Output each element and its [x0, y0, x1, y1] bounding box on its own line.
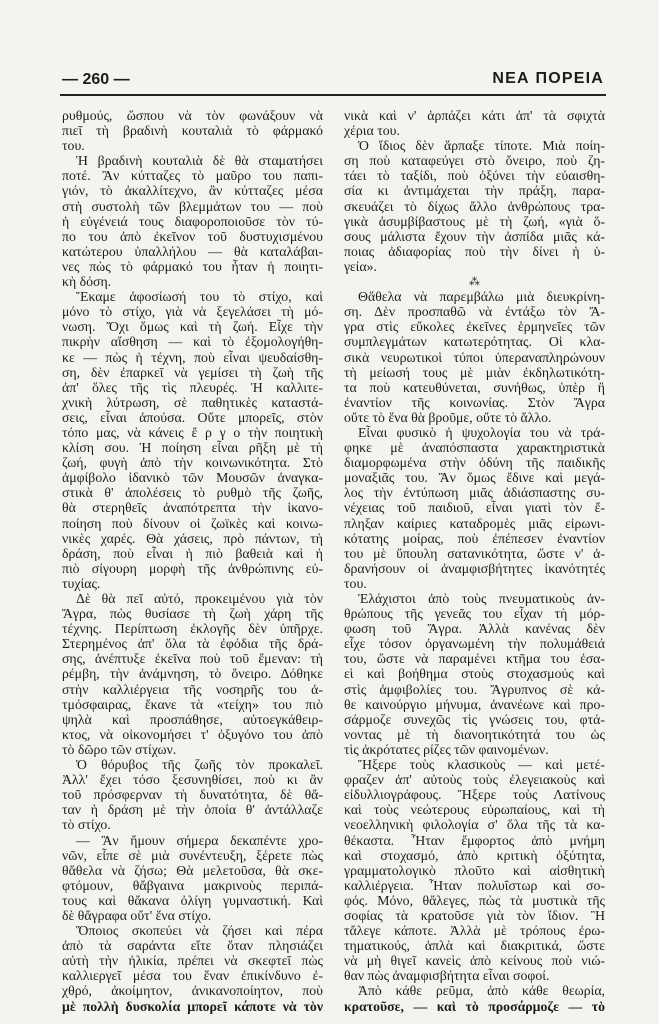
- text-line: πληξαν καίριες καταδρομὲς μιᾶς εἰρωνι-: [344, 515, 605, 531]
- text-line: χθρό, ἀκοίμητον, ἀνικανοποίητον, ποὺ: [62, 983, 323, 999]
- paragraph: [344, 591, 605, 757]
- text-line: φός. Μόνο, θἄλεγες, πὼς τὰ μυστικὰ τῆς: [344, 892, 605, 908]
- text-line: τὸ δῶρο τῶν στίχων.: [62, 741, 177, 757]
- text-line: Ἡ βραδινὴ κουταλιὰ δὲ θὰ σταματήσει: [76, 153, 323, 169]
- text-line: φωση τοῦ Ἄγρα. Ἀλλὰ κανένας δὲν: [344, 621, 605, 637]
- text-line: του, ὥστε νὰ παραμένει κτῆμα του ἐσα-: [344, 651, 605, 667]
- text-line: τοῦ πρόσφερναν τὴ δυνατότητα, δὲ θἄ-: [62, 787, 323, 803]
- text-line: γιόν, τὸ ἀκαλλίτεχνο, ἂν κύτταζες μέσα: [62, 183, 323, 199]
- text-line: τα ποὺ κατευθύνεται, συνήθως, ὑπὲρ ἢ: [344, 379, 605, 395]
- text-line: σεις, εἶναι ἀπούσα. Οὔτε μπορεῖς, στὸν: [62, 409, 323, 425]
- text-line: Δὲ θὰ πεῖ αὐτό, προκειμένου γιὰ τὸν: [76, 591, 323, 606]
- text-line: Ἄγρα, πὼς θυσίασε τὴ ζωὴ χάρη τῆς: [62, 606, 323, 622]
- text-line: τους καὶ θἄκανα ὀλίγη γυμναστική. Καὶ: [62, 892, 323, 908]
- text-line: θὰ στερηθεῖς ἀναπότρεπτα τὴν ἱκανο-: [62, 500, 323, 516]
- text-line: κε — πὼς ἡ τέχνη, ποὺ εἶναι ψευδαίσθη-: [62, 349, 323, 365]
- paragraph: [62, 108, 323, 153]
- paragraph: [344, 425, 605, 591]
- text-line: θε καινούργιο μήνυμα, ἀνανέωνε καὶ προ-: [344, 696, 605, 712]
- text-line: θαν πὼς ἀναμφισβήτητα εἶναι σοφοί.: [344, 968, 550, 984]
- text-line: ρέμβη, τὴν ἀνάμνηση, τὸ ὄνειρο. Δόθηκε: [62, 666, 323, 682]
- text-line: ἀμφίβολο ἰδανικὸ τῶν Μουσῶν ἀναγκα-: [62, 470, 323, 486]
- text-line: σικὰ νευρωτικοὶ τύποι ὑπεραναπληρώνουν: [344, 349, 605, 365]
- text-line: μὲ πολλὴ δυσκολία μπορεῖ κάποτε νὰ τὸν: [62, 998, 323, 1014]
- text-line: σκευάζει τὸ δίχως ἄλλο ἀνθρώπους τρα-: [344, 198, 605, 214]
- text-line: Θἄθελα νὰ παρεμβάλω μιὰ διευκρίνη-: [358, 289, 605, 305]
- text-line: Ἀλλ' ἔχει τόσο ξεσυνηθίσει, ποὺ κι ἂν: [62, 772, 323, 788]
- text-line: Στερημένος ἀπ' ὅλα τὰ ἐφόδια τῆς δρά-: [62, 636, 323, 652]
- text-line: — Ἂν ἤμουν σήμερα δεκαπέντε χρο-: [76, 832, 323, 848]
- text-line: τὶς ἀκρότατες ρίζες τῶν φαινομένων.: [344, 741, 549, 757]
- text-line: σης, ἀνέπτυξε ἐκεῖνα ποὺ τοῦ ἔμεναν: τὴ: [62, 651, 323, 667]
- text-line: γρα στὶς εὔκολες ἐκεῖνες ἑρμηνεῖες τῶν: [344, 319, 605, 335]
- text-line: Ὁ θόρυβος τῆς ζωῆς τὸν προκαλεῖ.: [76, 757, 323, 773]
- page-number: — 260 —: [62, 71, 130, 88]
- text-line: νῶν, εἶπε σὲ μιὰ συνέντευξη, ξέρετε πὼς: [62, 847, 323, 863]
- text-line: Εἶναι φυσικὸ ἡ ψυχολογία του νὰ τρά-: [358, 424, 605, 440]
- text-line: στὴ συστολὴ τῶν βλεμμάτων του — ποὺ: [62, 198, 323, 214]
- text-line: κότατης μοίρας, ποὺ ἐπέπεσεν ἐναντίον: [344, 530, 605, 546]
- text-line: νικὰ καὶ ν' ἁρπάζει κάτι ἀπ' τὰ σφιχτὰ: [344, 108, 605, 123]
- text-line: κρατοῦσε, — καὶ τὸ προσάρμοζε — τὸ: [344, 998, 605, 1014]
- text-line: μοναξιᾶς του. Ἂν ὅμως ἔδινε καὶ μεγά-: [344, 470, 605, 486]
- text-line: νέχειας τοῦ παιδιοῦ, εἶναι γιατὶ τὸν ἔ-: [344, 500, 605, 516]
- paragraph: [62, 591, 323, 757]
- text-line: χνικὴ λύτρωση, σὲ παθητικὲς καταστά-: [62, 394, 323, 410]
- text-line: ση ποὺ καταφεύγει στὸ ὄνειρο, ποὺ ζη-: [344, 153, 605, 169]
- text-line: δρανήσουν οἱ ἀναμφισβήτητες ἱκανότητές: [344, 560, 605, 576]
- text-line: τέχνης. Περίπτωση ἐκλογῆς δὲν ὑπῆρχε.: [62, 621, 323, 637]
- text-line: γραμματολογικὸ πλοῦτο καὶ αἰσθητικὴ: [344, 862, 605, 878]
- paragraph: [62, 833, 323, 924]
- text-line: εἰδυλλιογράφους. Ἤξερε τοὺς Λατίνους: [344, 787, 605, 803]
- text-line: Ἤξερε τοὺς κλασικοὺς — καὶ μετέ-: [358, 757, 605, 773]
- text-line: σία κι ἀντιμάχεται τὴν πράξη, παρα-: [344, 183, 605, 199]
- text-line: ποτέ. Ἂν κύτταζες τὸ μαῦρο του παπι-: [62, 168, 323, 184]
- section-break-ornament: ⁂: [469, 275, 480, 289]
- text-line: Ἀπὸ κάθε ρεῦμα, ἀπὸ κάθε θεωρία,: [358, 983, 605, 999]
- text-line: φραζεν ἀπ' αὐτοὺς τοὺς ἐλεγειακοὺς καὶ: [344, 772, 605, 788]
- text-line: τἄλεγε κάποτε. Ἀλλὰ μὲ τρόπους ἐρω-: [344, 923, 605, 939]
- text-line: ζωή, φυγὴ ἀπὸ τὴν κοινωνικότητα. Στὸ: [62, 455, 323, 471]
- text-line: λος τὴν ἐντύπωση μιᾶς ἀδιάσπαστης συ-: [344, 485, 605, 501]
- text-line: τμόσφαιρας, ἔκανε τὰ «τείχη» του πιὸ: [62, 696, 323, 712]
- text-line: ρυθμούς, ὥσπου νὰ τὸν φωνάξουν νὰ: [62, 108, 323, 123]
- text-line: θρώπους τῆς γενεᾶς του εἶχαν τὴ μόρ-: [344, 606, 605, 622]
- text-line: οὔτε τὸ ἕνα θὰ βροῦμε, οὔτε τὸ ἄλλο.: [344, 409, 552, 425]
- text-line: Ὁ ἴδιος δὲν ἅρπαξε τίποτε. Μιὰ ποίη-: [358, 138, 605, 154]
- paragraph: [344, 983, 605, 1013]
- paragraph: [344, 289, 605, 425]
- text-line: νεοελληνικὴ φιλολογία σ' ὅλα τῆς τὰ κα-: [344, 817, 605, 833]
- text-line: πιὸ σίγουρη μορφὴ τῆς ἀνθρώπινης εὐ-: [62, 560, 323, 576]
- text-line: νωση. Ὄχι ὅμως καὶ τὴ ζωή. Εἶχε τὴν: [62, 319, 323, 335]
- text-line: στικὰ θ' ἀπολέσεις τὸ ρυθμὸ τῆς ζωῆς,: [62, 485, 323, 501]
- text-line: νες πὼς τὸ φάρμακό του ἦταν ἡ ποιητι-: [62, 258, 323, 274]
- text-line: τόπο μας, νὰ κάνεις ἔ ρ γ ο τὴν ποιητικὴ: [62, 424, 323, 440]
- text-line: ἐναντίον τῆς κοινωνίας. Στὸν Ἄγρα: [344, 394, 605, 410]
- paragraph: [62, 923, 323, 1014]
- text-line: γικὰ ἀσυμβίβαστους μὲ τὴ ζωή, «γιὰ ὅ-: [344, 213, 605, 229]
- text-line: κατώτερου ὑπαλλήλου — θὰ καταλάβαι-: [62, 243, 323, 259]
- text-line: συμπλεγμάτων κατωτερότητας. Οἱ κλα-: [344, 334, 605, 350]
- text-line: ἡ εὐγένειά τους διαφοροποιοῦσε τὸν τύ-: [62, 213, 323, 229]
- text-line: σοφίας τὰ κρατοῦσε γιὰ τὸν ἴδιον. Ἢ: [344, 907, 605, 923]
- text-line: τυχίας.: [62, 575, 101, 591]
- text-line: πικρὴν αἴσθηση — καὶ τὸ ἐξομολογήθη-: [62, 334, 323, 350]
- text-line: ποιας ἀδιαφορίας ποὺ τὴν δίνει ἡ ὑ-: [344, 243, 605, 259]
- text-line: αὐτὴ τὴν ἡλικία, πρέπει νὰ σκεφτεῖ πὼς: [62, 953, 323, 969]
- text-line: πο του ἀπὸ ἐκεῖνον τοῦ δυστυχισμένου: [62, 228, 323, 244]
- right-column: [344, 108, 605, 1014]
- text-line: ἀπὸ τὰ σαράντα εἴτε ὅταν πλησιάζει: [62, 938, 323, 954]
- text-line: Ἐλάχιστοι ἀπὸ τοὺς πνευματικοὺς ἀν-: [358, 591, 605, 606]
- paragraph: [62, 289, 323, 591]
- text-line: νὰ μὴ θιγεῖ κανεὶς ἀπὸ κείνους ποὺ νιώ-: [344, 953, 605, 969]
- text-line: χέρια του.: [344, 123, 400, 139]
- text-line: ψηλὰ καὶ προσπάθησε, αὐτοεγκάθειρ-: [62, 711, 323, 727]
- text-line: σους μάλιστα ἔχουν τὴν ἀσπίδα μιᾶς κά-: [344, 228, 605, 244]
- text-line: του.: [344, 575, 367, 591]
- text-line: δὲ θἄγραφα οὔτ' ἕνα στίχο.: [62, 907, 212, 923]
- text-line: δράση, ποὺ εἶναι ἡ πιὸ βαθειὰ καὶ ἡ: [62, 545, 323, 561]
- text-line: διαμορφωμένα στὴν ὀδύνη τῆς παιδικῆς: [344, 455, 605, 471]
- text-line: εὶ καὶ βοήθημα στοὺς στοχασμούς καὶ: [344, 666, 605, 682]
- text-line: τὴ μείωσή τους μὲ μιὰν ἐκδηλωτικότη-: [344, 364, 605, 380]
- text-line: νοντας μὲ τὴ διανοητικότητά του ὡς: [344, 726, 605, 742]
- text-line: ἀπ' ὅλες τῆς τὶς πλευρές. Ἡ καλλιτε-: [62, 379, 323, 395]
- text-line: κὴ δόση.: [62, 274, 112, 290]
- paragraph: [62, 757, 323, 832]
- paragraph: [344, 108, 605, 138]
- text-line: καὶ τοὺς νεώτερους εὐρωπαίους, καὶ τὴ: [344, 802, 605, 818]
- text-line: πιεῖ τὴ βραδινὴ κουταλιὰ τὸ φάρμακό: [62, 123, 323, 139]
- text-line: στὴν καλλιέργεια τῆς νοσηρῆς του ἀ-: [62, 681, 323, 697]
- text-line: ση. Δὲν προσπαθῶ νὰ ἐντάξω τὸν Ἄ-: [344, 304, 605, 320]
- paragraph: [344, 138, 605, 274]
- left-column: [62, 108, 323, 1014]
- text-line: θἄθελα νὰ ζήσω; Θὰ μελετοῦσα, θὰ σκε-: [62, 862, 323, 878]
- paragraph: [344, 757, 605, 983]
- text-line: κλίση σου. Ἡ ποίηση εἶναι ρῆξη μὲ τὴ: [62, 440, 323, 456]
- magazine-title: ΝΕΑ ΠΟΡΕΙΑ: [492, 70, 604, 87]
- text-line: ποίηση ποὺ δίνουν οἱ ζωϊκὲς καὶ κοινω-: [62, 515, 323, 531]
- text-line: τάει τὸ ταξίδι, ποὺ ὀξύνει τὴν εὐαισθη-: [344, 168, 605, 184]
- header-rule: [60, 94, 606, 96]
- text-line: γεία».: [344, 258, 377, 274]
- text-line: μόνο τὸ στίχο, γιὰ νὰ ξεγελάσει τὴ μό-: [62, 304, 323, 320]
- text-line: φτόμουν, θἄβγαινα μακρινοὺς περιπά-: [62, 877, 323, 893]
- text-line: ση, δὲν ἐπαρκεῖ νὰ γεμίσει τὴ ζωὴ τῆς: [62, 364, 323, 380]
- text-line: καλλιέργεια. Ἦταν πολυΐστωρ καὶ σο-: [344, 877, 605, 893]
- text-line: εἶχε τόσον ὀργανωμένη τὴν πολυμάθειά: [344, 636, 605, 652]
- text-line: του μὲ ὕπουλη σατανικότητα, ὥστε ν' ἀ-: [344, 545, 605, 561]
- text-line: κτος, νὰ οἰκονομήσει τ' ὀξυγόνο του ἀπὸ: [62, 726, 323, 742]
- paragraph: [62, 153, 323, 289]
- text-line: Ὅποιος σκοπεύει νὰ ζήσει καὶ πέρα: [76, 923, 323, 939]
- text-line: φηκε μὲ ἀναπόσπαστα χαρακτηριστικὰ: [344, 440, 605, 456]
- text-line: τηματικούς, ἁπλὰ καὶ διακριτικά, ὥστε: [344, 938, 605, 954]
- text-line: Ἔκαμε ἀφοσίωσή του τὸ στίχο, καὶ: [76, 289, 323, 305]
- text-line: του.: [62, 138, 85, 154]
- text-line: σάρμοζε συνεχῶς τὶς γνώσεις του, φτά-: [344, 711, 605, 727]
- text-line: καλλιεργεῖ μέσα του ἕναν ἐπικίνδυνο ἐ-: [62, 968, 323, 984]
- text-line: νικὲς χαρές. Θὰ χάσεις, πρὸ πάντων, τὴ: [62, 530, 323, 546]
- text-line: ταν ἡ δράση μὲ τὴν ὁποία θ' ἀντάλλαζε: [62, 802, 323, 818]
- text-line: καὶ στοχασμό, ἀπὸ κριτικὴ ὀξύτητα,: [344, 847, 605, 863]
- text-line: στὶς ἀμφιβολίες του. Ἄγρυπνος σὲ κά-: [344, 681, 605, 697]
- text-line: τὸ στίχο.: [62, 817, 111, 833]
- text-line: θέκαστα. Ἦταν ἔμφορτος ἀπὸ μνήμη: [344, 832, 605, 848]
